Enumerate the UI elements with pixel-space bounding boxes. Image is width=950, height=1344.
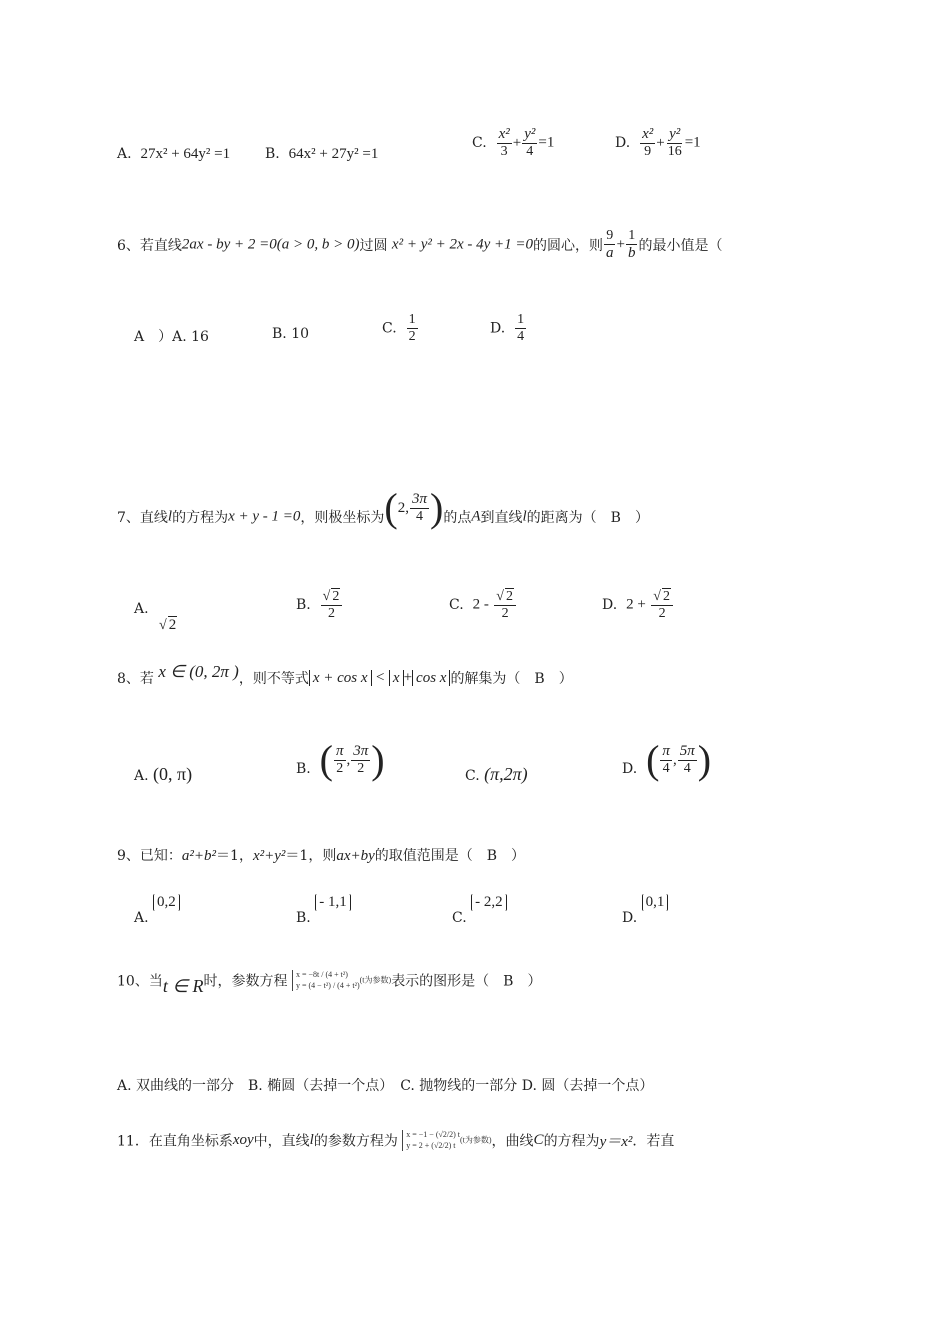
question-10: 10、当t ∈ R时，参数方程 x = −8t / (4 + t²) y = (4 − t²) / (4 + t²) (t为参数)表示的图形是（ B ） (117, 970, 542, 996)
question-11: 11．在直角坐标系xoy中，直线l的参数方程为 x = −1 − (√2/2) t y = 2 + (√2/2) t (t为参数)，曲线C的方程为y＝x²．若直 (117, 1130, 675, 1150)
q7-option-a: A. √ 2 (134, 601, 177, 633)
q5-option-b: B. 64x² + 27y² =1 (265, 146, 379, 162)
q10-condition: t ∈ R (162, 976, 204, 996)
q10-options: A. 双曲线的一部分 B. 椭圆（去掉一个点） C. 抛物线的一部分 D. 圆（去掉一个点） (117, 1078, 654, 1094)
question-7: 7、直线l的方程为x + y - 1 =0，则极坐标为 ( 2, $\frac{3\pi}{4}$ ) 的点A到直线l的距离为（ B ） (117, 485, 649, 530)
q9-option-c: C. - 2,2 (452, 910, 507, 927)
q7-polar-point: ( 2, $\frac{3\pi}{4}$ ) (384, 485, 444, 530)
q5-option-b-expr: 64x² + 27y² =1 (288, 146, 379, 162)
q7-option-c: C. 2 - $\frac{√ 2}{2}$ (449, 588, 517, 622)
q11-parametric-system: x = −1 − (√2/2) t y = 2 + (√2/2) t (402, 1130, 460, 1151)
q5-option-a: A. 27x² + 64y² =1 (117, 146, 231, 162)
q6-circle-equation: x² + y² + 2x - 4y +1 =0 (391, 236, 534, 253)
q5-option-a-expr: 27x² + 64y² =1 (140, 146, 231, 162)
q6-option-b: B. 10 (272, 326, 310, 342)
q7-option-b: B. $\frac{√ 2}{2}$ (296, 588, 343, 622)
q5-option-c: C. $\frac{\text{x²}}{3}$ + $\frac{\text{y²}}{4}$ =1 (472, 126, 555, 160)
q9-option-d: D. 0,1 (622, 910, 668, 927)
q5-option-d: D. $\frac{\text{x²}}{9}$ + $\frac{\text{y²}}{16}$ =1 (615, 126, 701, 160)
question-9: 9、已知：a²+b²＝1，x²+y²＝1，则ax+by的取值范围是（ B ） (117, 848, 526, 864)
q7-line-equation: x + y - 1 =0 (228, 508, 301, 525)
q8-option-a: A. (0, π) (134, 764, 193, 784)
q8-option-d: D. ( $\frac{\pi}{4}$ , $\frac{5\pi}{4}$ ) (622, 737, 712, 782)
q9-option-b: B. - 1,1 (296, 910, 351, 927)
question-8: 8、若 x ∈ (0, 2π )，则不等式 x + cos x < x + cos x 的解集为（ B ） (117, 662, 573, 687)
question-6: 6、若直线2ax - by + 2 =0(a > 0, b > 0)过圆 x² + y² + 2x - 4y +1 =0的圆心，则 $\frac{9}{a}$ + $\frac{1}{b}$ 的最小值是（ (117, 228, 723, 262)
q10-parametric-system: x = −8t / (4 + t²) y = (4 − t²) / (4 + t²) (292, 970, 360, 991)
q8-condition: x ∈ (0, 2π ) (158, 662, 239, 681)
q8-option-c: C. (π,2π) (465, 764, 528, 784)
q6-option-d: D. $\frac{1}{4}$ (490, 312, 525, 345)
q6-option-c: C. $\frac{1}{2}$ (382, 312, 416, 345)
q7-option-d: D. 2 + $\frac{√ 2}{2}$ (602, 588, 674, 622)
q9-option-a: A. 0,2 (134, 910, 180, 927)
q8-option-b: B. ( $\frac{\pi}{2}$ , $\frac{3\pi}{2}$ ) (296, 737, 385, 782)
q6-line-equation: 2ax - by + 2 =0(a > 0, b > 0) (181, 236, 360, 253)
q6-answer-option-a: A ）A. 16 (134, 329, 209, 345)
